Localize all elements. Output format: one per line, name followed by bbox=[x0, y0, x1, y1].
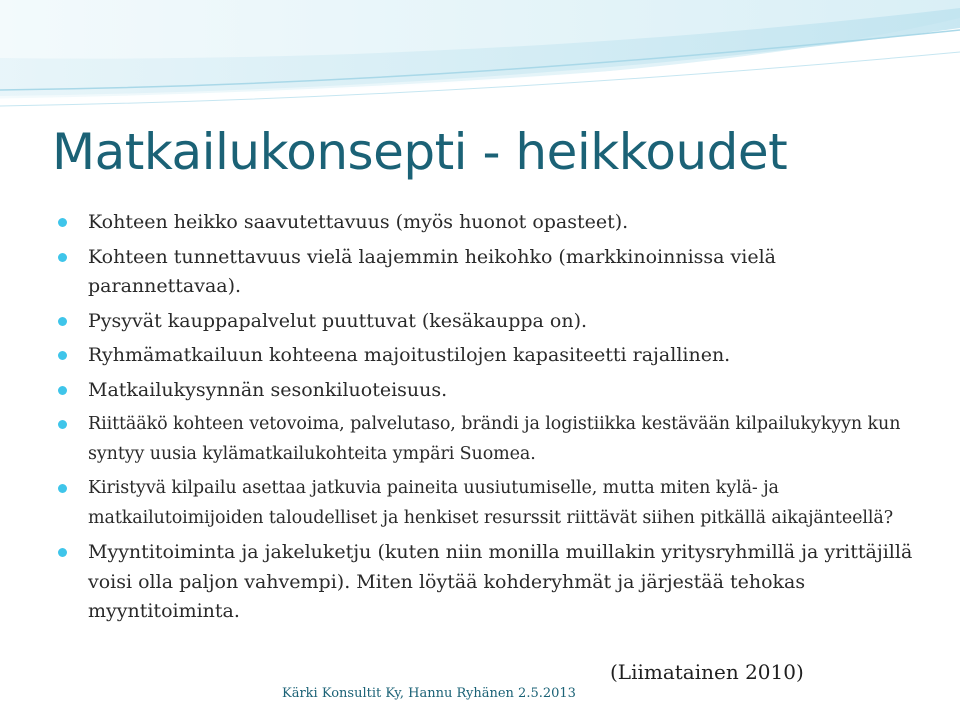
list-item bbox=[56, 243, 916, 302]
list-item bbox=[56, 307, 916, 337]
list-item bbox=[56, 538, 916, 627]
list-item-text: Kohteen tunnettavuus vielä laajemmin heikohko (markkinoinnissa vielä parannettavaa). bbox=[88, 245, 777, 297]
bullet-dot-icon bbox=[58, 548, 67, 557]
list-item-text: Kohteen heikko saavutettavuus (myös huonot opasteet). bbox=[88, 211, 629, 233]
list-item bbox=[56, 376, 916, 406]
list-item bbox=[56, 341, 916, 371]
footer-text: Kärki Konsultit Ky, Hannu Ryhänen 2.5.2013 bbox=[282, 686, 576, 701]
bullet-dot-icon bbox=[58, 253, 67, 262]
list-item-text: Pysyvät kauppapalvelut puuttuvat (kesäkauppa on). bbox=[88, 309, 588, 332]
bullet-dot-icon bbox=[58, 386, 67, 395]
list-item-text: Ryhmämatkailuun kohteena majoitustilojen kapasiteetti rajallinen. bbox=[88, 344, 731, 366]
list-item bbox=[56, 208, 916, 238]
bullet-dot-icon bbox=[58, 218, 67, 227]
list-item-text: Myyntitoiminta ja jakeluketju (kuten niin monilla muillakin yritysryhmillä ja yrittäjillä voisi olla paljon vahvempi). Miten löytää kohderyhmät ja järjestää tehokas myyntitoiminta. bbox=[88, 541, 913, 622]
bullet-dot-icon bbox=[58, 484, 67, 493]
list-item bbox=[56, 474, 916, 533]
swoosh-decoration-icon bbox=[0, 0, 960, 130]
bullet-list bbox=[56, 208, 916, 632]
bullet-dot-icon bbox=[58, 351, 67, 360]
page-title: Matkailukonsepti - heikkoudet bbox=[52, 123, 788, 181]
citation: (Liimatainen 2010) bbox=[610, 660, 804, 684]
list-item bbox=[56, 410, 916, 469]
bullet-dot-icon bbox=[58, 317, 67, 326]
list-item-text: Riittääkö kohteen vetovoima, palvelutaso, brändi ja logistiikka kestävään kilpailukykyyn kun syntyy uusia kylämatkailukohteita ympäri Suomea. bbox=[88, 414, 901, 464]
list-item-text: Kiristyvä kilpailu asettaa jatkuvia paineita uusiutumiselle, mutta miten kylä- ja matkailutoimijoiden taloudelliset ja henkiset resurssit riittävät siihen pitkällä aikajänteellä? bbox=[88, 478, 893, 528]
bullet-dot-icon bbox=[58, 420, 67, 429]
list-item-text: Matkailukysynnän sesonkiluoteisuus. bbox=[88, 378, 448, 401]
